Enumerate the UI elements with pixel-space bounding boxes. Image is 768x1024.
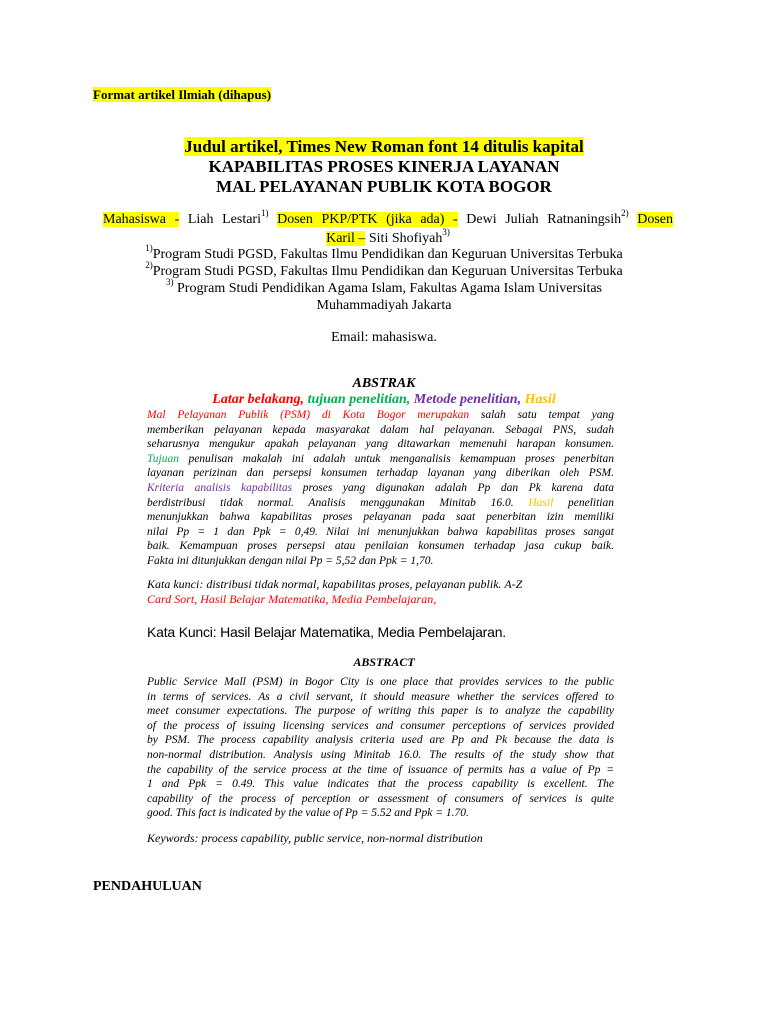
abstract-line: in terms of services. As a civil servant, it should measure whether the services offered to <box>147 690 614 703</box>
abstract-line: of the process of issuing licensing services and consumer perceptions of services provided <box>147 719 614 732</box>
abstrak-legend <box>0 392 768 408</box>
affiliation-sup-1: 1) <box>145 243 153 254</box>
abstrak-text: memberikan pelayanan kepada masyarakat dalam hal pelayanan. Sebagai PNS, sudah <box>147 423 614 436</box>
abstract-line: 1 and Ppk = 0.49. This value indicates that the process capability is excellent. The <box>147 778 614 791</box>
keywords-line: Keywords: process capability, public service, non-normal distribution <box>147 831 483 845</box>
abstrak-text: layanan perizinan dan persepsi konsumen terhadap layanan yang diberikan oleh PSM. <box>147 467 614 480</box>
legend-tujuan: tujuan penelitian, <box>307 392 411 407</box>
abstrak-text: penulisan makalah ini adalah untuk menganalisis kemampuan proses penerbitan <box>178 452 614 465</box>
abstrak-line <box>147 437 614 452</box>
format-note-text: Format artikel Ilmiah (dihapus) <box>93 87 272 102</box>
abstrak-green-text: Tujuan <box>147 452 179 465</box>
affiliation-sup-3: 3) <box>166 277 174 288</box>
affiliation-2 <box>0 260 768 280</box>
author-sup-1: 1) <box>260 208 269 219</box>
author-role-3a: Dosen <box>637 212 674 227</box>
abstrak-line <box>147 525 614 540</box>
title-note <box>0 137 768 157</box>
abstrak-text: proses yang digunakan adalah Pp dan Pk karena data <box>292 481 614 494</box>
abstrak-text: berdistribusi tidak normal. Analisis menggunakan Minitab 16.0. <box>147 496 529 509</box>
kata-kunci-bold: Kata Kunci: Hasil Belajar Matematika, Media Pembelajaran. <box>147 624 506 640</box>
author-role-2: Dosen PKP/PTK (jika ada) - <box>277 212 458 227</box>
abstrak-text: baik. Kemampuan proses persepsi atau penilaian konsumen terhadap jasa cukup baik. <box>147 540 614 553</box>
legend-hasil: Hasil <box>524 392 556 407</box>
abstract-line: Public Service Mall (PSM) in Bogor City is one place that provides services to the public <box>147 676 614 688</box>
kata-kunci-block <box>147 577 627 607</box>
affiliation-text-1: Program Studi PGSD, Fakultas Ilmu Pendidikan dan Keguruan Universitas Terbuka <box>152 247 623 262</box>
legend-latar: Latar belakang, <box>212 392 305 407</box>
author-role-1: Mahasiswa - <box>103 212 180 227</box>
abstrak-line <box>147 408 614 423</box>
article-title <box>0 157 768 197</box>
abstrak-text: nilai Pp = 1 dan Ppk = 0,49. Nilai ini menunjukkan bahwa kapabilitas proses sangat <box>147 525 614 538</box>
affiliations <box>0 243 768 314</box>
abstrak-line <box>147 481 614 496</box>
abstrak-line <box>147 554 614 569</box>
abstrak-text: salah satu tempat yang <box>469 409 614 421</box>
abstrak-heading: ABSTRAK <box>352 376 416 391</box>
email-line: Email: mahasiswa. <box>331 330 437 345</box>
kata-kunci-line-2: Card Sort, Hasil Belajar Matematika, Media Pembelajaran, <box>147 592 437 606</box>
legend-metode: Metode penelitian, <box>413 392 522 407</box>
section-heading-pendahuluan: PENDAHULUAN <box>93 879 202 894</box>
abstrak-text: menunjukkan bahwa kapabilitas proses pelayanan pada saat penerbitan izin memiliki <box>147 511 614 524</box>
abstrak-line <box>147 423 614 438</box>
abstrak-line <box>147 539 614 554</box>
abstrak-red-text: Mal Pelayanan Publik (PSM) di Kota Bogor merupakan <box>147 409 470 421</box>
author-name-2: Dewi Juliah Ratnaningsih <box>457 212 622 227</box>
abstract-line: by PSM. The process capability analysis criteria used are Pp and Pk because the data is <box>147 734 614 747</box>
author-sup-2: 2) <box>621 208 629 219</box>
authors <box>103 210 673 248</box>
author-sup-3: 3) <box>442 227 450 238</box>
abstrak-text: Fakta ini ditunjukkan dengan nilai Pp = 5,52 dan Ppk = 1,70. <box>147 554 434 567</box>
kata-kunci-line-1: Kata kunci: distribusi tidak normal, kapabilitas proses, pelayanan publik. A-Z <box>147 577 523 591</box>
abstrak-line <box>147 452 614 467</box>
affiliation-sup-2: 2) <box>145 260 153 271</box>
affiliation-3 <box>0 277 768 297</box>
author-name-3: Siti Shofiyah <box>365 231 443 246</box>
abstract-line: good. This fact is indicated by the value of Pp = 5.52 and Ppk = 1.70. <box>147 807 469 820</box>
abstrak-line <box>147 466 614 481</box>
title-note-text: Judul artikel, Times New Roman font 14 ditulis kapital <box>184 137 584 156</box>
title-line-2: MAL PELAYANAN PUBLIK KOTA BOGOR <box>216 177 552 196</box>
affiliation-1 <box>0 243 768 263</box>
author-role-3b: Karil – <box>326 231 366 246</box>
abstract-line: non-normal distribution. Analysis using Minitab 16.0. The results of the study show that <box>147 748 614 761</box>
affiliation-text-3: Program Studi Pendidikan Agama Islam, Fakultas Agama Islam Universitas <box>173 281 602 296</box>
abstract-line: capability of the process of perception or assessment of consumers of services is quite <box>147 792 614 805</box>
abstract-line: the capability of the service process at the time of issuance of permits has a value of Pp = <box>147 763 614 776</box>
author-name-1: Liah Lestari <box>179 212 261 227</box>
abstract-heading: ABSTRACT <box>353 655 415 669</box>
abstrak-body <box>147 408 614 569</box>
affiliation-text-2: Program Studi PGSD, Fakultas Ilmu Pendidikan dan Keguruan Universitas Terbuka <box>152 264 623 279</box>
authors-line-1 <box>103 210 673 229</box>
format-note <box>93 87 271 103</box>
abstract-body <box>147 675 614 821</box>
abstrak-text: penelitian <box>553 496 614 509</box>
abstrak-text: seharusnya mengukur apakah pelayanan yang ditawarkan memenuhi harapan konsumen. <box>147 438 614 451</box>
abstract-line: meet consumer expectations. The purpose of writing this paper is to analyze the capability <box>147 705 614 718</box>
abstrak-line <box>147 510 614 525</box>
abstrak-purple-text: Kriteria analisis kapabilitas <box>147 481 293 494</box>
abstrak-line <box>147 496 614 511</box>
affiliation-3-cont: Muhammadiyah Jakarta <box>316 298 452 313</box>
abstrak-orange-text: Hasil <box>528 496 554 509</box>
title-line-1: KAPABILITAS PROSES KINERJA LAYANAN <box>208 157 560 176</box>
